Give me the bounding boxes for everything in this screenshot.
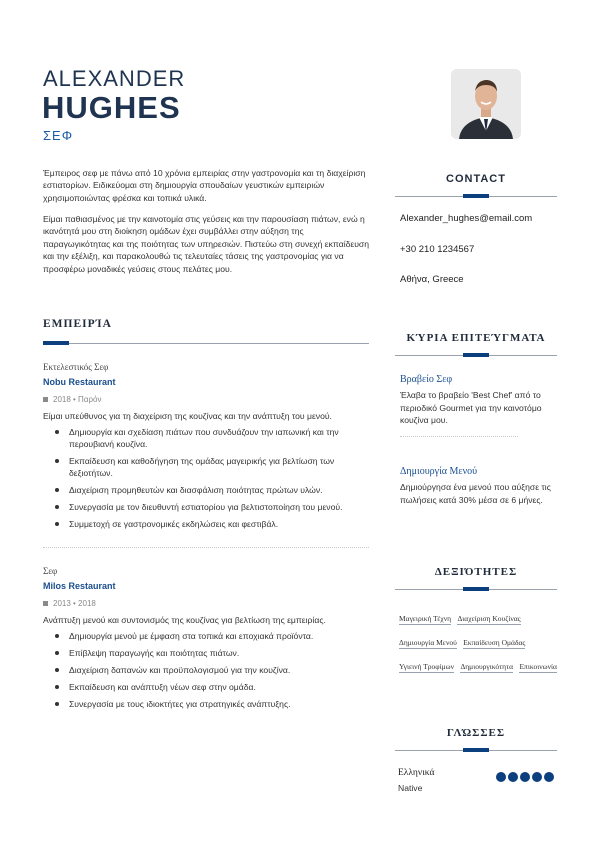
contact-divider-accent <box>463 194 489 198</box>
experience-divider-accent <box>43 341 69 345</box>
achievement-separator <box>400 436 518 437</box>
rating-dot <box>544 772 554 782</box>
experience-divider <box>43 343 369 344</box>
skills-list <box>399 608 559 680</box>
achievement-description: Έλαβα το βραβείο 'Best Chef' από το περιοδικό Gourmet για την καινοτόμο κουζίνα μου. <box>400 390 542 426</box>
job-title: Σεφ <box>43 566 58 576</box>
contact-heading: CONTACT <box>446 173 506 185</box>
achievements-heading: ΚΎΡΙΑ ΕΠΙΤΕΎΓΜΑΤΑ <box>406 332 546 344</box>
job-role: ΣΕΦ <box>43 128 74 143</box>
list-item: Δημιουργία και σχεδίαση πιάτων που συνδυάζουν την ιαπωνική και την περουβιανή κουζίνα. <box>55 426 365 450</box>
achievements-divider-accent <box>463 353 489 357</box>
list-item: Συνεργασία με τους ιδιοκτήτες για στρατηγικές ανάπτυξης. <box>55 698 365 710</box>
list-item: Δημιουργία μενού με έμφαση στα τοπικά και εποχιακά προϊόντα. <box>55 630 365 642</box>
contact-email[interactable]: Alexander_hughes@email.com <box>400 213 533 224</box>
list-item: Εκπαίδευση και ανάπτυξη νέων σεφ στην ομάδα. <box>55 681 365 693</box>
rating-dot <box>520 772 530 782</box>
skill-tag: Δημιουργία Μενού <box>399 638 457 647</box>
list-item: Συμμετοχή σε γαστρονομικές εκδηλώσεις και φεστιβάλ. <box>55 518 365 530</box>
skills-heading: ΔΕΞΙΌΤΗΤΕΣ <box>434 566 518 578</box>
rating-dot <box>508 772 518 782</box>
calendar-icon <box>43 397 48 402</box>
list-item: Διαχείριση δαπανών και προϋπολογισμού για την κουζίνα. <box>55 664 365 676</box>
languages-heading: ΓΛΏΣΣΕΣ <box>446 727 506 739</box>
skill-tag: Δημιουργικότητα <box>460 662 514 671</box>
job-bullets <box>55 426 365 535</box>
skill-tag: Διαχείριση Κουζίνας <box>457 614 521 623</box>
skill-tag: Εκπαίδευση Ομάδας <box>463 638 526 647</box>
achievement-title: Δημιουργία Μενού <box>400 466 478 477</box>
list-item: Επίβλεψη παραγωγής και ποιότητας πιάτων. <box>55 647 365 659</box>
profile-photo <box>451 69 521 139</box>
company-name: Milos Restaurant <box>43 581 116 591</box>
job-dates <box>43 599 96 608</box>
list-item: Συνεργασία με τον διευθυντή εστιατορίου για βελτιστοποίηση του μενού. <box>55 501 365 513</box>
profile-photo-image <box>451 69 521 139</box>
last-name: HUGHES <box>42 90 181 125</box>
skill-tag: Υγιεινή Τροφίμων <box>399 662 454 671</box>
list-item: Διαχείριση προμηθευτών και διασφάλιση ποιότητας πρώτων υλών. <box>55 484 365 496</box>
skill-tag: Μαγειρική Τέχνη <box>399 614 452 623</box>
company-name: Nobu Restaurant <box>43 377 116 387</box>
experience-heading: ΕΜΠΕΙΡΊΑ <box>43 318 112 330</box>
language-rating <box>496 769 556 787</box>
job-dates-text: 2013 • 2018 <box>53 599 96 608</box>
summary-paragraph-2: Είμαι παθιασμένος με την καινοτομία στις γεύσεις και την παρουσίαση πιάτων, ενώ η ικανότητά μου στη διοίκηση ομάδων έχει συμβάλλει στην αύξηση της παραγωγικότητας και της ποιότητας των υπηρεσιών. Πιστεύω στη συνεχή εκπαίδευση και την εξέλιξη, και παρακολουθώ τις τελευταίες τάσεις της γαστρονομίας για να προσφέρω μοναδικές γεύσεις στους πελάτες μου. <box>43 214 370 274</box>
job-dates <box>43 395 101 404</box>
rating-dot <box>496 772 506 782</box>
contact-location: Αθήνα, Greece <box>400 274 464 285</box>
achievement-title: Βραβείο Σεφ <box>400 374 453 385</box>
summary-paragraph-1: Έμπειρος σεφ με πάνω από 10 χρόνια εμπειρίας στην γαστρονομία και τη διαχείριση εστιατορίων. Ειδικεύομαι στη δημιουργία σπουδαίων γευστικών εμπειριών χρησιμοποιώντας φρέσκα και τοπικά υλικά. <box>43 168 366 203</box>
skill-tag: Επικοινωνία <box>519 662 557 671</box>
rating-dot <box>532 772 542 782</box>
job-title: Εκτελεστικός Σεφ <box>43 362 109 372</box>
contact-phone[interactable]: +30 210 1234567 <box>400 244 475 255</box>
job-description: Είμαι υπεύθυνος για τη διαχείριση της κουζίνας και την ανάπτυξη του μενού. <box>43 411 332 421</box>
calendar-icon <box>43 601 48 606</box>
job-dates-text: 2018 • Παρόν <box>53 395 102 404</box>
achievement-description: Δημιούργησα ένα μενού που αύξησε τις πωλήσεις κατά 30% μέσα σε 6 μήνες. <box>400 482 551 505</box>
skills-divider-accent <box>463 587 489 591</box>
language-level: Native <box>398 783 423 793</box>
list-item: Εκπαίδευση και καθοδήγηση της ομάδας μαγειρικής για βελτίωση των δεξιοτήτων. <box>55 455 365 479</box>
job-separator <box>43 547 369 548</box>
job-description: Ανάπτυξη μενού και συντονισμός της κουζίνας για βελτίωση της εμπειρίας. <box>43 615 326 625</box>
first-name: ALEXANDER <box>43 66 186 91</box>
job-bullets <box>55 630 365 715</box>
language-name: Ελληνικά <box>398 768 435 778</box>
languages-divider-accent <box>463 748 489 752</box>
